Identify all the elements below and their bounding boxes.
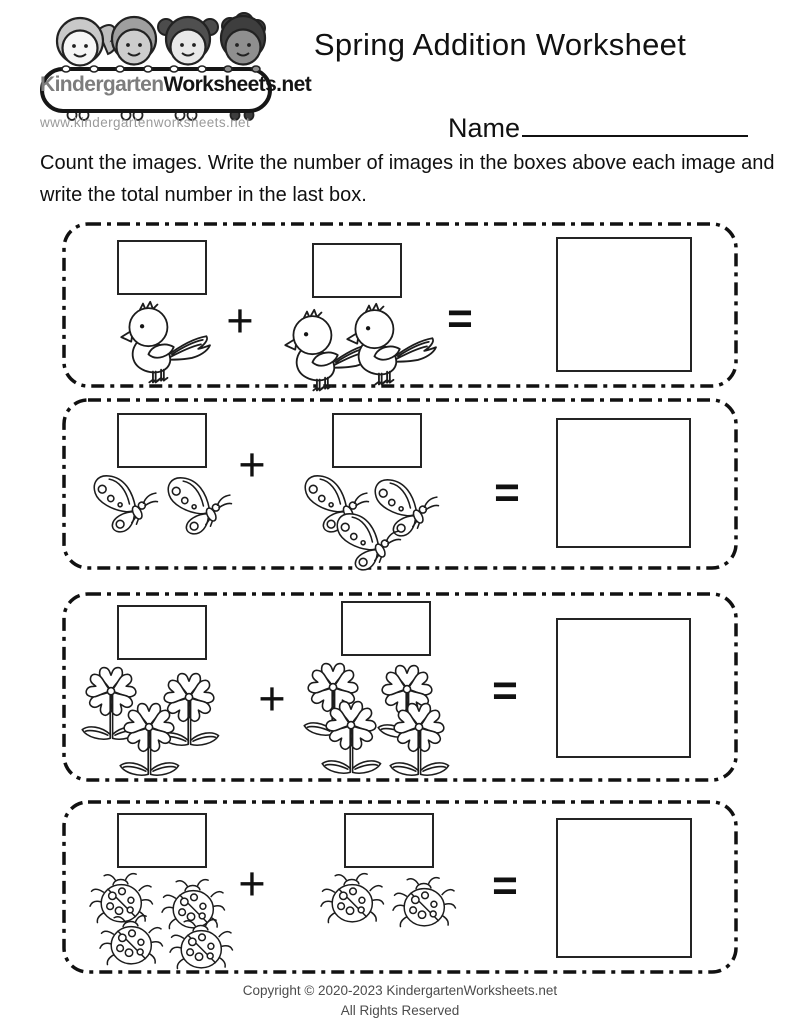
addend-group-right bbox=[301, 601, 471, 784]
equals-sign: = bbox=[492, 666, 518, 715]
site-url: www.kindergartenworksheets.net bbox=[40, 115, 251, 130]
bird-image bbox=[337, 302, 439, 388]
name-row bbox=[448, 108, 748, 144]
name-line[interactable] bbox=[522, 108, 748, 137]
addend-images-left bbox=[87, 872, 237, 976]
kids-logo-icon bbox=[38, 12, 274, 124]
count-box-right[interactable] bbox=[344, 813, 434, 868]
count-box-right[interactable] bbox=[341, 601, 431, 656]
name-label: Name bbox=[448, 113, 521, 143]
answer-box[interactable] bbox=[556, 237, 692, 372]
butterfly-image bbox=[332, 510, 402, 574]
count-box-right[interactable] bbox=[312, 243, 402, 298]
addend-group-right bbox=[275, 243, 439, 394]
brand-text-black: Worksheets.net bbox=[163, 73, 312, 96]
brand-text bbox=[40, 73, 312, 97]
instructions: Count the images. Write the number of images in the boxes above each image and write the total number in the last box. bbox=[40, 152, 775, 206]
ladybug-image bbox=[318, 872, 388, 930]
addend-group-right bbox=[300, 413, 454, 574]
flower-image bbox=[387, 700, 451, 784]
butterfly-image bbox=[163, 474, 233, 538]
addend-images-right bbox=[300, 472, 454, 574]
ladybug-image bbox=[390, 876, 460, 934]
answer-box[interactable] bbox=[556, 618, 691, 758]
count-box-left[interactable] bbox=[117, 240, 207, 295]
answer-box[interactable] bbox=[556, 818, 692, 958]
flower-image bbox=[319, 698, 383, 782]
problem-row-4 bbox=[62, 800, 738, 974]
flower-image bbox=[117, 700, 181, 784]
plus-sign: + bbox=[226, 293, 254, 347]
answer-box[interactable] bbox=[556, 418, 691, 548]
addend-images-right bbox=[301, 660, 471, 784]
site-logo bbox=[38, 12, 312, 124]
problem-row-1 bbox=[62, 222, 738, 388]
addend-group-left bbox=[106, 240, 218, 387]
plus-sign: + bbox=[238, 437, 266, 491]
bird-image bbox=[111, 300, 213, 386]
butterfly-image bbox=[89, 472, 159, 536]
ladybug-image bbox=[167, 918, 237, 976]
equals-sign: = bbox=[494, 468, 520, 517]
addend-images-right bbox=[275, 302, 439, 394]
plus-sign: + bbox=[238, 856, 266, 910]
addend-group-right bbox=[318, 813, 460, 936]
count-box-left[interactable] bbox=[117, 605, 207, 660]
footer-rights: All Rights Reserved bbox=[340, 1002, 460, 1018]
equals-sign: = bbox=[492, 861, 518, 910]
footer-copyright: Copyright © 2020-2023 KindergartenWorksheets.net bbox=[242, 983, 558, 998]
footer bbox=[0, 981, 800, 1020]
plus-sign: + bbox=[258, 671, 286, 725]
addend-images-left bbox=[79, 664, 245, 784]
problem-row-2 bbox=[62, 398, 738, 570]
addend-images-left bbox=[106, 299, 218, 387]
addend-images-right bbox=[318, 872, 460, 936]
addend-images-left bbox=[89, 472, 235, 538]
addend-group-left bbox=[79, 605, 245, 784]
brand-text-gray: Kindergarten bbox=[40, 73, 164, 96]
count-box-right[interactable] bbox=[332, 413, 422, 468]
problem-row-3 bbox=[62, 592, 738, 782]
count-box-left[interactable] bbox=[117, 413, 207, 468]
count-box-left[interactable] bbox=[117, 813, 207, 868]
addend-group-left bbox=[87, 813, 237, 976]
page-title: Spring Addition Worksheet bbox=[313, 27, 687, 62]
ladybug-image bbox=[97, 914, 167, 972]
addend-group-left bbox=[89, 413, 235, 538]
equals-sign: = bbox=[447, 294, 473, 343]
